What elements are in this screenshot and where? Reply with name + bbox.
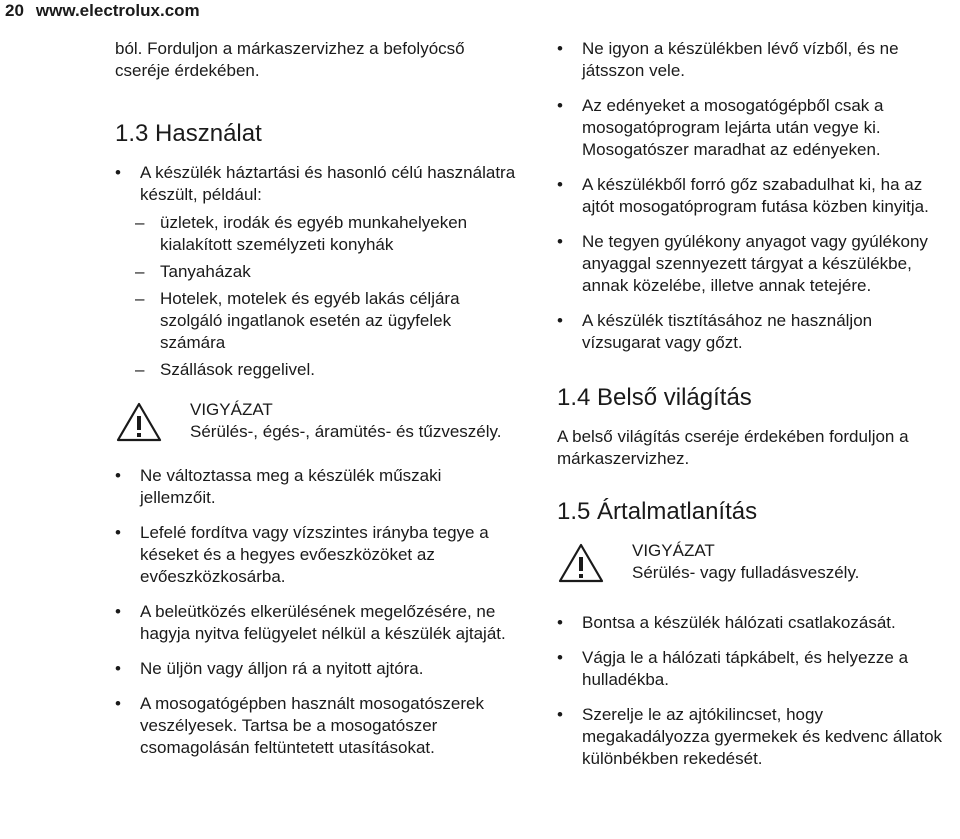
sub-list-item: – Tanyaházak xyxy=(115,261,520,283)
website-url: www.electrolux.com xyxy=(35,1,200,20)
section-heading-1-4 xyxy=(557,384,952,412)
warning-box xyxy=(557,540,952,584)
page-number: 20 xyxy=(5,1,24,20)
warning-text: Sérülés- vagy fulladásveszély. xyxy=(632,563,860,582)
list-item: • Vágja le a hálózati tápkábelt, és helyezze a hulladékba. xyxy=(557,647,952,691)
sub-list-item: – Hotelek, motelek és egyéb lakás céljára szolgáló ingatlanok esetén az ügyfelek számára xyxy=(115,288,520,354)
list-item: • A beleütközés elkerülésének megelőzésére, ne hagyja nyitva felügyelet nélkül a készülék ajtaját. xyxy=(115,601,520,645)
list-item: • Ne tegyen gyúlékony anyagot vagy gyúlékony anyaggal szennyezett tárgyat a készülékbe, annak közelébe, illetve annak tetejére. xyxy=(557,231,952,297)
section-title: Ártalmatlanítás xyxy=(597,498,758,525)
intro-text: ból. Forduljon a márkaszervizhez a befolyócső cseréje érdekében. xyxy=(115,39,465,80)
warning-triangle-icon xyxy=(557,542,605,584)
section-number: 1.5 xyxy=(557,498,591,525)
warning-title: VIGYÁZAT xyxy=(632,541,715,560)
list-item: • Bontsa a készülék hálózati csatlakozását. xyxy=(557,612,952,634)
list-item: • Szerelje le az ajtókilincset, hogy megakadályozza gyermekek és kedvenc állatok különbékben rekedését. xyxy=(557,704,952,770)
sub-list-item: – üzletek, irodák és egyéb munkahelyeken kialakított személyzeti konyhák xyxy=(115,212,520,256)
right-column xyxy=(557,38,952,783)
section-heading-1-3 xyxy=(115,120,520,148)
warning-triangle-icon xyxy=(115,401,163,443)
list-item: • A készülék háztartási és hasonló célú használatra készült, például: xyxy=(115,162,520,206)
list-item: • Az edényeket a mosogatógépből csak a mosogatóprogram lejárta után vegye ki. Mosogatószer maradhat az edényeken. xyxy=(557,95,952,161)
lighting-text: A belső világítás cseréje érdekében forduljon a márkaszervizhez. xyxy=(557,427,909,468)
list-item: • Ne változtassa meg a készülék műszaki jellemzőit. xyxy=(115,465,520,509)
sub-list-item: – Szállások reggelivel. xyxy=(115,359,520,381)
section-title: Belső világítás xyxy=(597,384,752,411)
section-number: 1.4 xyxy=(557,384,591,411)
section-title: Használat xyxy=(155,120,262,147)
warning-title: VIGYÁZAT xyxy=(190,400,273,419)
warning-text: Sérülés-, égés-, áramütés- és tűzveszély. xyxy=(190,422,502,441)
list-item: • A készülékből forró gőz szabadulhat ki, ha az ajtót mosogatóprogram futása közben kinyitja. xyxy=(557,174,952,218)
warning-box xyxy=(115,399,520,443)
section-number: 1.3 xyxy=(115,120,149,147)
list-item: • Ne igyon a készülékben lévő vízből, és ne játsszon vele. xyxy=(557,38,952,82)
list-item: • A készülék tisztításához ne használjon vízsugarat vagy gőzt. xyxy=(557,310,952,354)
section-heading-1-5 xyxy=(557,498,952,526)
list-item: • Lefelé fordítva vagy vízszintes irányba tegye a késeket és a hegyes evőeszközöket az evőeszközkosárba. xyxy=(115,522,520,588)
list-item: • A mosogatógépben használt mosogatószerek veszélyesek. Tartsa be a mosogatószer csomagolásán feltüntetett utasításokat. xyxy=(115,693,520,759)
left-column xyxy=(115,38,520,772)
list-item: • Ne üljön vagy álljon rá a nyitott ajtóra. xyxy=(115,658,520,680)
page-header xyxy=(0,0,200,22)
